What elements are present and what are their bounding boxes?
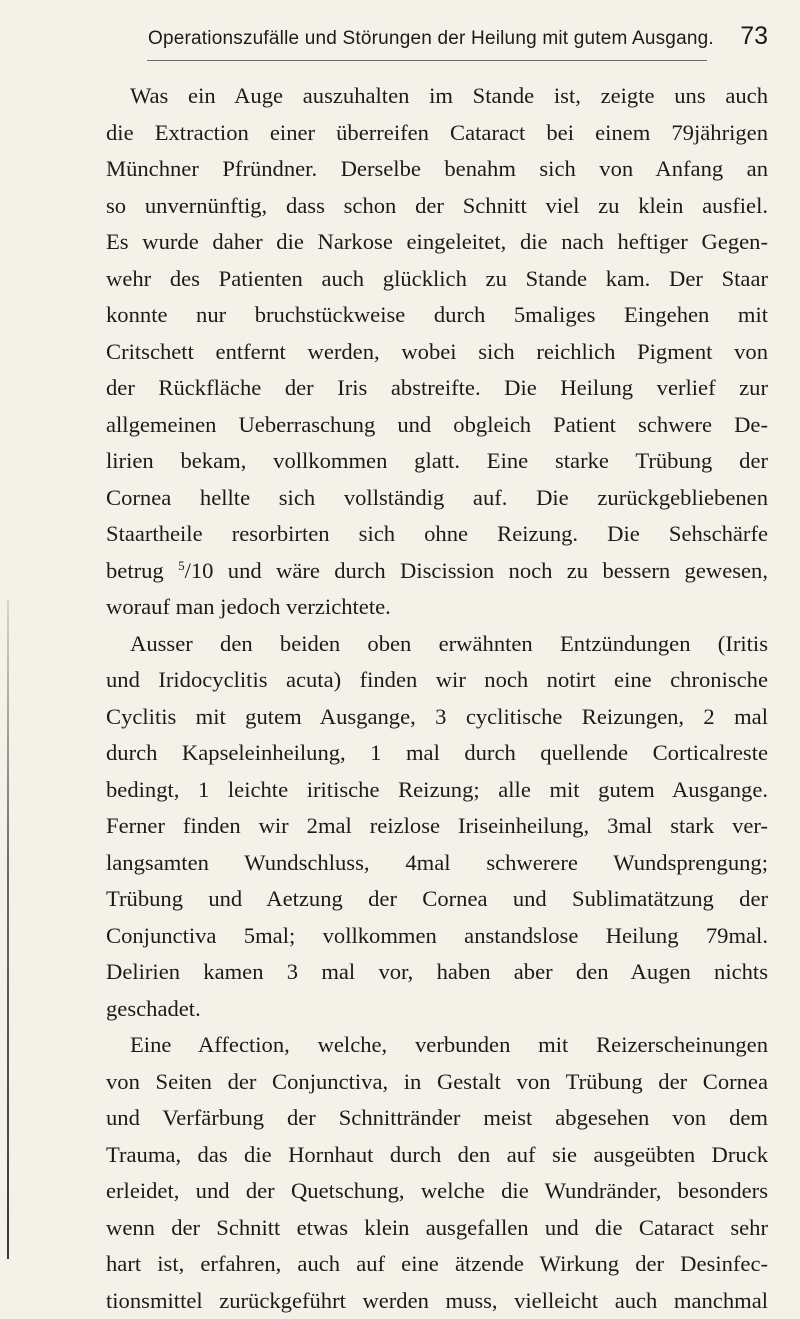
text-line: Ferner finden wir 2mal reizlose Iriseinheilung, 3mal stark ver- — [106, 808, 768, 845]
text-line: geschadet. — [106, 991, 768, 1028]
text-line: tionsmittel zurückgeführt werden muss, vielleicht auch manchmal — [106, 1283, 768, 1319]
text-line: Münchner Pfründner. Derselbe benahm sich von Anfang an — [106, 151, 768, 188]
text-line: wenn der Schnitt etwas klein ausgefallen und die Cataract sehr — [106, 1210, 768, 1247]
body-text — [106, 78, 768, 1319]
text-line: worauf man jedoch verzichtete. — [106, 589, 768, 626]
header-rule — [147, 60, 707, 61]
text-line-fraction — [106, 553, 768, 590]
text-line: Was ein Auge auszuhalten im Stande ist, zeigte uns auch — [106, 78, 768, 115]
fraction-line-after: und wäre durch Discission noch zu bessern gewesen, — [213, 558, 768, 583]
page-header — [148, 22, 768, 62]
text-line: Trübung und Aetzung der Cornea und Sublimatätzung der — [106, 881, 768, 918]
text-line: der Rückfläche der Iris abstreifte. Die Heilung verlief zur — [106, 370, 768, 407]
text-line: Cyclitis mit gutem Ausgange, 3 cyclitische Reizungen, 2 mal — [106, 699, 768, 736]
paragraph-2 — [106, 626, 768, 1028]
text-line: und Verfärbung der Schnittränder meist abgesehen von dem — [106, 1100, 768, 1137]
page-number: 73 — [740, 22, 768, 51]
text-line: die Extraction einer überreifen Cataract bei einem 79jährigen — [106, 115, 768, 152]
text-line: Delirien kamen 3 mal vor, haben aber den Augen nichts — [106, 954, 768, 991]
text-line: Trauma, das die Hornhaut durch den auf sie ausgeübten Druck — [106, 1137, 768, 1174]
text-line: wehr des Patienten auch glücklich zu Stande kam. Der Staar — [106, 261, 768, 298]
text-line: Eine Affection, welche, verbunden mit Reizerscheinungen — [106, 1027, 768, 1064]
text-line: so unvernünftig, dass schon der Schnitt viel zu klein ausfiel. — [106, 188, 768, 225]
text-line: konnte nur bruchstückweise durch 5maliges Eingehen mit — [106, 297, 768, 334]
text-line: Staartheile resorbirten sich ohne Reizung. Die Sehschärfe — [106, 516, 768, 553]
text-line: Es wurde daher die Narkose eingeleitet, die nach heftiger Gegen- — [106, 224, 768, 261]
running-head: Operationszufälle und Störungen der Heilung mit gutem Ausgang. — [148, 28, 714, 50]
paragraph-1 — [106, 78, 768, 626]
scan-edge-line — [7, 600, 9, 1259]
text-line: allgemeinen Ueberraschung und obgleich Patient schwere De- — [106, 407, 768, 444]
text-line: Conjunctiva 5mal; vollkommen anstandslose Heilung 79mal. — [106, 918, 768, 955]
text-line: lirien bekam, vollkommen glatt. Eine starke Trübung der — [106, 443, 768, 480]
text-line: langsamten Wundschluss, 4mal schwerere Wundsprengung; — [106, 845, 768, 882]
text-line: Critschett entfernt werden, wobei sich reichlich Pigment von — [106, 334, 768, 371]
fraction-numerator: 5 — [178, 558, 185, 573]
text-line: durch Kapseleinheilung, 1 mal durch quellende Corticalreste — [106, 735, 768, 772]
text-line: Ausser den beiden oben erwähnten Entzündungen (Iritis — [106, 626, 768, 663]
fraction-line-before: betrug — [106, 558, 178, 583]
fraction-denominator: /10 — [185, 558, 214, 583]
text-line: Cornea hellte sich vollständig auf. Die zurückgebliebenen — [106, 480, 768, 517]
text-line: hart ist, erfahren, auch auf eine ätzende Wirkung der Desinfec- — [106, 1246, 768, 1283]
paragraph-3 — [106, 1027, 768, 1319]
text-line: von Seiten der Conjunctiva, in Gestalt von Trübung der Cornea — [106, 1064, 768, 1101]
text-line: und Iridocyclitis acuta) finden wir noch notirt eine chronische — [106, 662, 768, 699]
text-line: erleidet, und der Quetschung, welche die Wundränder, besonders — [106, 1173, 768, 1210]
text-line: bedingt, 1 leichte iritische Reizung; alle mit gutem Ausgange. — [106, 772, 768, 809]
